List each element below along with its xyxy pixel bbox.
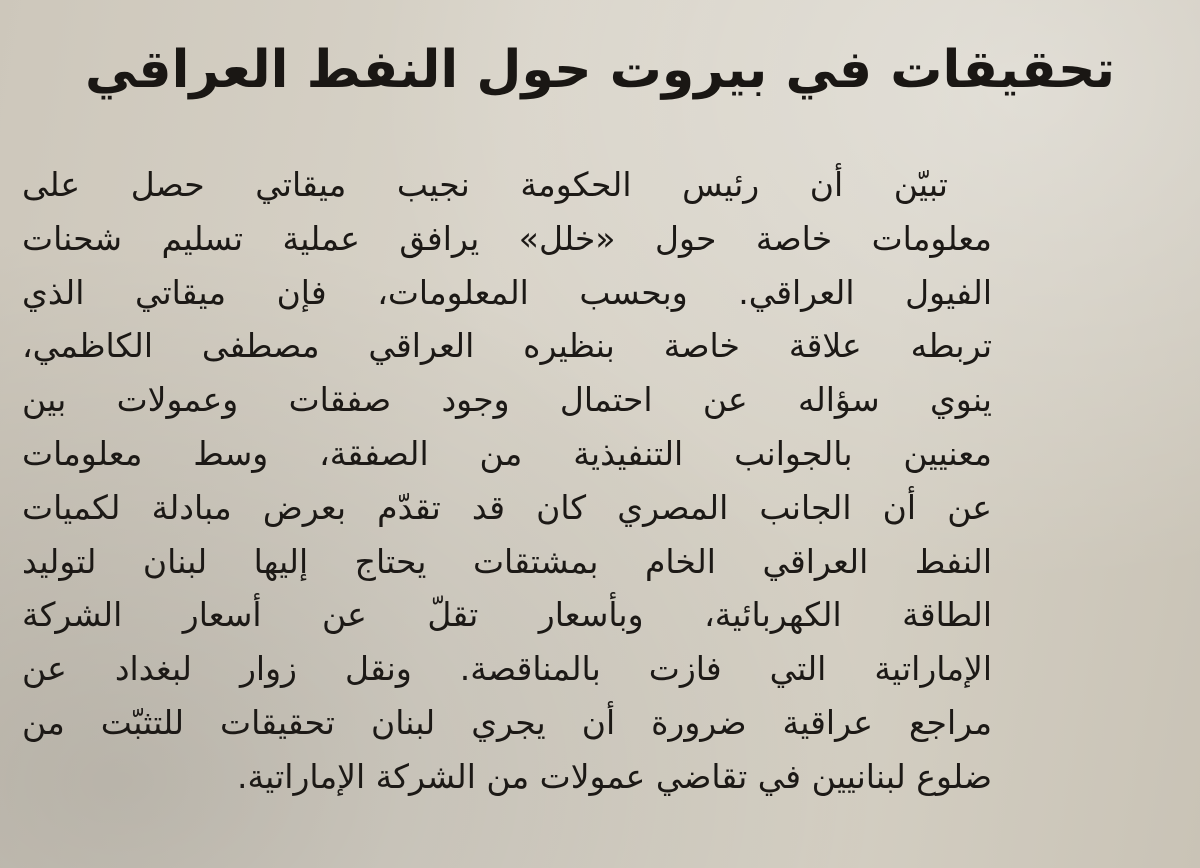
article-line-2: معلومات خاصة حول «خلل» يرافق عملية تسليم شحنات [22, 218, 992, 258]
headline: تحقيقات في بيروت حول النفط العراقي [84, 40, 1116, 100]
article-line-10: الإماراتية التي فازت بالمناقصة. ونقل زوار لبغداد عن [22, 649, 992, 689]
article-line-6: معنيين بالجوانب التنفيذية من الصفقة، وسط معلومات [22, 433, 992, 473]
article-line-12: ضلوع لبنانيين في تقاضي عمولات من الشركة الإماراتية. [236, 756, 992, 796]
article-line-8: النفط العراقي الخام بمشتقات يحتاج إليها لبنان لتوليد [22, 541, 992, 581]
article-line-5: ينوي سؤاله عن احتمال وجود صفقات وعمولات بين [22, 380, 992, 420]
article-line-3: الفيول العراقي. وبحسب المعلومات، فإن ميقاتي الذي [22, 272, 992, 312]
article-body [22, 158, 992, 804]
article-line-4: تربطه علاقة خاصة بنظيره العراقي مصطفى الكاظمي، [22, 326, 992, 366]
article-line-9: الطاقة الكهربائية، وبأسعار تقلّ عن أسعار الشركة [22, 595, 992, 635]
article-line-11: مراجع عراقية ضرورة أن يجري لبنان تحقيقات للتثبّت من [22, 702, 992, 742]
article-line-1: تبيّن أن رئيس الحكومة نجيب ميقاتي حصل على [22, 165, 948, 204]
article-line-7: عن أن الجانب المصري كان قد تقدّم بعرض مبادلة لكميات [22, 487, 992, 527]
